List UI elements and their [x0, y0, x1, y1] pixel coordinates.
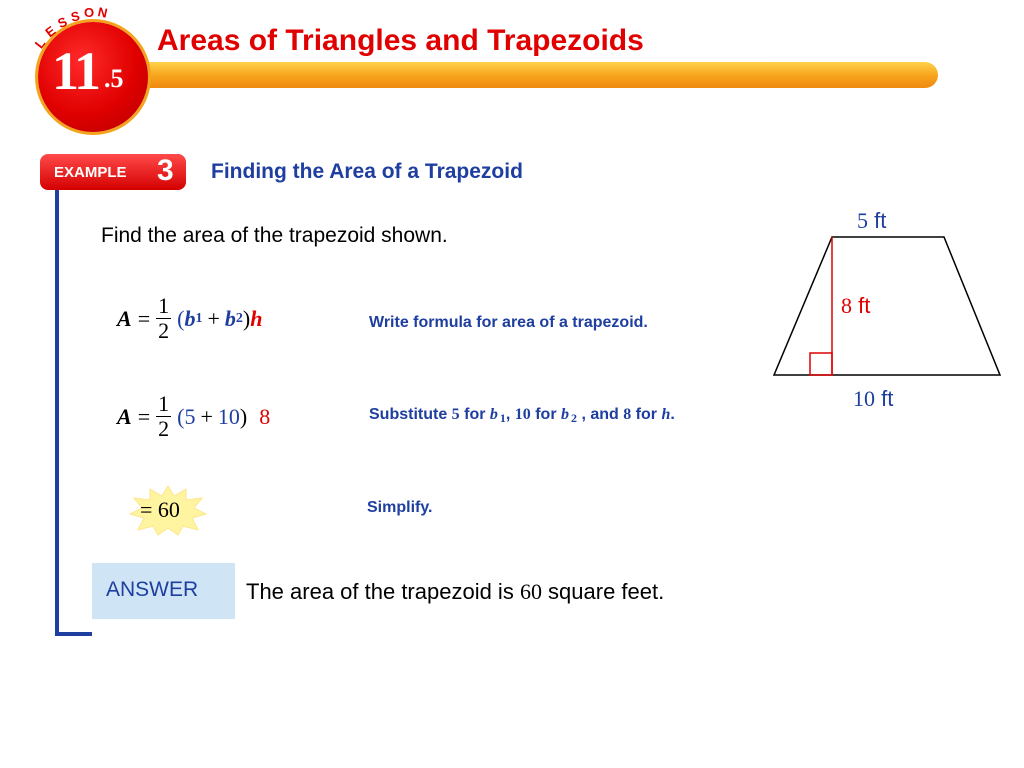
bottom-base-value: 10 — [853, 386, 875, 411]
note-variable: h — [661, 406, 671, 423]
note-value: 8 — [623, 406, 632, 423]
note-subscript: 1 — [499, 411, 506, 425]
fraction-denominator: 2 — [158, 318, 170, 343]
unit-label: ft — [858, 293, 871, 318]
height-value: 8 — [259, 403, 271, 429]
note-text: for — [631, 406, 662, 423]
note-text: . — [670, 406, 675, 423]
answer-text-end: square feet. — [541, 579, 665, 604]
base-variable: b — [184, 305, 196, 331]
top-base-value: 5 — [184, 403, 196, 429]
note-text: , and — [577, 406, 624, 423]
answer-label: ANSWER — [106, 578, 199, 601]
page-title: Areas of Triangles and Trapezoids — [157, 24, 644, 57]
half-fraction — [156, 294, 171, 343]
example-title: Finding the Area of a Trapezoid — [211, 160, 523, 183]
close-paren: ) — [239, 403, 248, 429]
lesson-letter: O — [84, 5, 95, 20]
bottom-base-value: 10 — [217, 403, 240, 429]
problem-statement: Find the area of the trapezoid shown. — [101, 224, 448, 247]
open-paren: ( — [177, 403, 185, 429]
fraction-denominator: 2 — [158, 416, 170, 441]
unit-label: ft — [881, 386, 894, 411]
base-variable: b — [224, 305, 236, 331]
lesson-letter: N — [96, 4, 109, 21]
step-note — [369, 406, 675, 426]
answer-value: 60 — [519, 579, 542, 604]
lesson-letter: L — [31, 35, 49, 52]
right-angle-marker — [810, 353, 832, 375]
step-note: Simplify. — [367, 499, 433, 516]
lesson-letter: S — [55, 13, 70, 32]
note-text: Substitute — [369, 406, 452, 423]
substitution-equation — [117, 392, 270, 441]
note-subscript: 2 — [571, 411, 577, 425]
note-text: , — [505, 406, 515, 423]
equals-sign: = — [137, 305, 151, 331]
base-subscript: 1 — [195, 310, 203, 326]
note-variable: b — [561, 406, 569, 423]
note-value: 10 — [514, 406, 531, 423]
open-paren: ( — [177, 305, 185, 331]
height-variable: h — [250, 305, 263, 331]
half-fraction — [156, 392, 171, 441]
lesson-letter: S — [69, 8, 82, 25]
unit-label: ft — [874, 208, 887, 233]
close-paren: ) — [242, 305, 251, 331]
area-variable: A — [117, 403, 132, 429]
answer-text — [246, 579, 664, 605]
plus-sign: + — [200, 403, 213, 429]
answer-text-start: The area of the trapezoid is — [246, 579, 520, 604]
height-label — [841, 293, 870, 319]
note-variable: b — [489, 406, 498, 423]
plus-sign: + — [207, 305, 220, 331]
simplified-result: = 60 — [140, 497, 180, 522]
trapezoid-figure — [770, 200, 1010, 390]
example-bracket-horizontal — [55, 632, 92, 636]
example-bracket-vertical — [55, 190, 59, 636]
lesson-letter: E — [42, 22, 59, 41]
formula-equation — [117, 294, 262, 343]
equals-sign: = — [137, 403, 151, 429]
step-note: Write formula for area of a trapezoid. — [369, 314, 648, 331]
bottom-base-label — [853, 386, 893, 412]
top-base-label — [857, 208, 886, 234]
example-number: 3 — [157, 154, 174, 187]
note-value: 5 — [451, 406, 460, 423]
header-orange-bar — [40, 62, 938, 88]
top-base-value: 5 — [857, 208, 868, 233]
fraction-numerator: 1 — [158, 391, 170, 416]
lesson-number: 11 — [52, 41, 100, 101]
example-label: EXAMPLE — [54, 164, 127, 181]
area-variable: A — [117, 305, 132, 331]
base-subscript: 2 — [235, 310, 243, 326]
note-text: for — [459, 406, 490, 423]
fraction-numerator: 1 — [158, 293, 170, 318]
lesson-sub-number: .5 — [104, 64, 124, 93]
note-text: for — [530, 406, 561, 423]
trapezoid-outline — [774, 237, 1000, 375]
height-value: 8 — [841, 293, 852, 318]
